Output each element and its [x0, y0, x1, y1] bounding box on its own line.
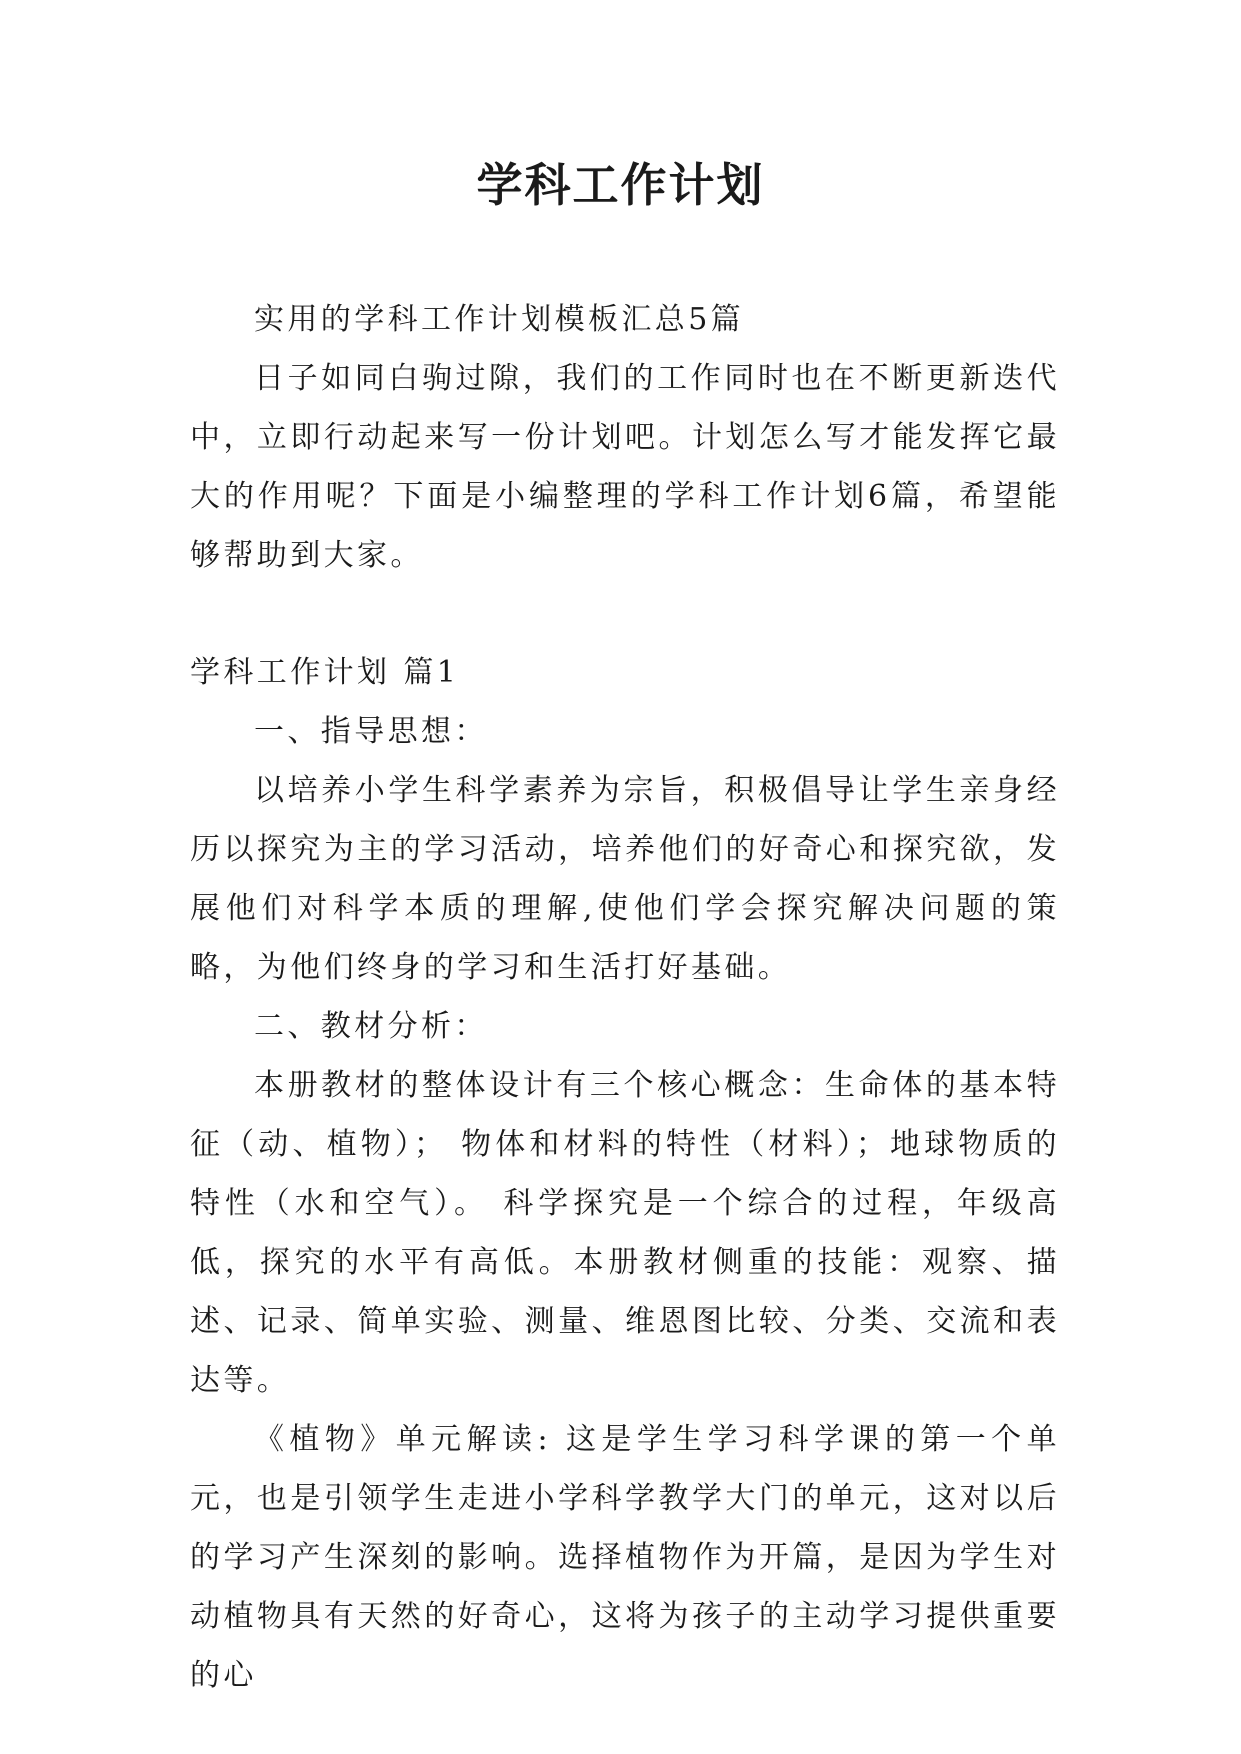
intro-paragraph: 日子如同白驹过隙，我们的工作同时也在不断更新迭代中，立即行动起来写一份计划吧。计划怎么写才能发挥它最大的作用呢？下面是小编整理的学科工作计划6篇，希望能够帮助到大家。: [190, 361, 1060, 573]
section-heading: 学科工作计划 篇1: [190, 655, 460, 690]
document-title: 学科工作计划: [476, 158, 765, 212]
section-gap: [190, 585, 1060, 643]
heading-guiding-ideology: 一、指导思想：: [254, 714, 488, 749]
paragraph-guiding-ideology: 以培养小学生科学素养为宗旨，积极倡导让学生亲身经历以探究为主的学习活动，培养他们的好奇心和探究欲，发展他们对科学本质的理解,使他们学会探究解决问题的策略，为他们终身的学习和生活打好基础。: [190, 773, 1060, 985]
document-body: [190, 290, 1060, 1705]
heading-textbook-analysis: 二、教材分析：: [254, 1009, 488, 1044]
paragraph-textbook-analysis: 本册教材的整体设计有三个核心概念：生命体的基本特征（动、植物）； 物体和材料的特性（材料）；地球物质的特性（水和空气）。 科学探究是一个综合的过程，年级高低，探究的水平有高低。本册教材侧重的技能：观察、描述、记录、简单实验、测量、维恩图比较、分类、交流和表达等。: [190, 1068, 1060, 1398]
paragraph-plant-unit: 《植物》单元解读: 这是学生学习科学课的第一个单元，也是引领学生走进小学科学教学大门的单元，这对以后的学习产生深刻的影响。选择植物作为开篇，是因为学生对动植物具有天然的好奇心，这将为孩子的主动学习提供重要的心: [190, 1422, 1060, 1693]
intro-line: 实用的学科工作计划模板汇总5篇: [254, 302, 745, 337]
